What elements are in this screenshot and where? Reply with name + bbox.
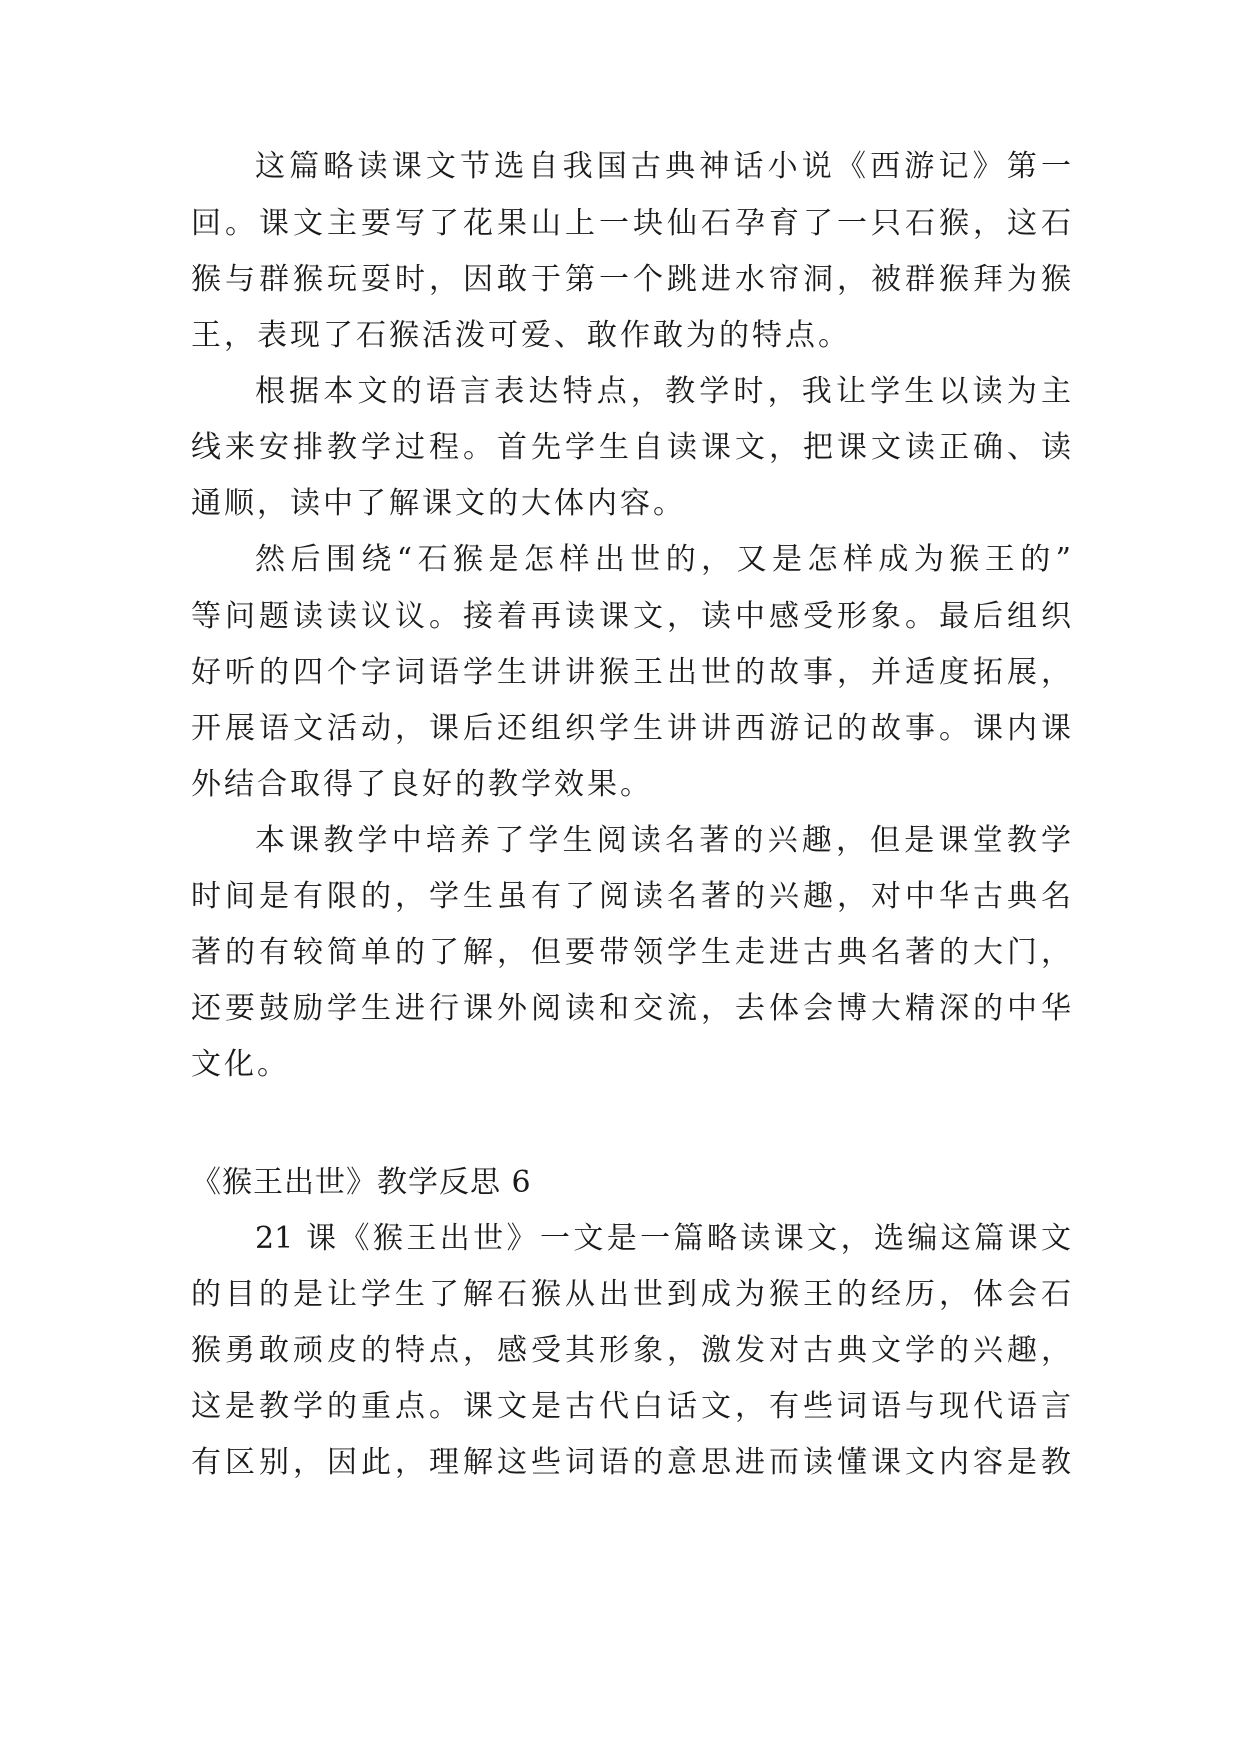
section-paragraph-line-1: 21 课《猴王出世》一文是一篇略读课文，选编这篇课文 <box>255 1221 1071 1256</box>
paragraph-2-line-3: 通顺，读中了解课文的大体内容。 <box>191 486 686 521</box>
paragraph-4-line-4: 还要鼓励学生进行课外阅读和交流，去体会博大精深的中华 <box>191 991 1071 1026</box>
paragraph-3-line-2: 等问题读读议议。接着再读课文，读中感受形象。最后组织 <box>191 599 1071 634</box>
paragraph-3-line-4: 开展语文活动，课后还组织学生讲讲西游记的故事。课内课 <box>191 711 1071 746</box>
paragraph-4-line-3: 著的有较简单的了解，但要带领学生走进古典名著的大门， <box>191 935 1071 970</box>
section-heading: 《猴王出世》教学反思 6 <box>191 1165 532 1200</box>
paragraph-3-line-3: 好听的四个字词语学生讲讲猴王出世的故事，并适度拓展， <box>191 655 1071 690</box>
paragraph-3-line-1: 然后围绕“石猴是怎样出世的，又是怎样成为猴王的” <box>255 542 1071 577</box>
paragraph-1-line-1: 这篇略读课文节选自我国古典神话小说《西游记》第一 <box>255 149 1071 184</box>
section-paragraph-line-2: 的目的是让学生了解石猴从出世到成为猴王的经历，体会石 <box>191 1277 1071 1312</box>
paragraph-4-line-2: 时间是有限的，学生虽有了阅读名著的兴趣，对中华古典名 <box>191 879 1071 914</box>
paragraph-1-line-3: 猴与群猴玩耍时，因敢于第一个跳进水帘洞，被群猴拜为猴 <box>191 262 1071 297</box>
paragraph-2-line-1: 根据本文的语言表达特点，教学时，我让学生以读为主 <box>255 374 1071 409</box>
paragraph-3-line-5: 外结合取得了良好的教学效果。 <box>191 767 653 802</box>
paragraph-4-line-1: 本课教学中培养了学生阅读名著的兴趣，但是课堂教学 <box>255 823 1071 858</box>
section-paragraph-line-5: 有区别，因此，理解这些词语的意思进而读懂课文内容是教 <box>191 1445 1071 1480</box>
paragraph-2-line-2: 线来安排教学过程。首先学生自读课文，把课文读正确、读 <box>191 430 1071 465</box>
paragraph-1-line-2: 回。课文主要写了花果山上一块仙石孕育了一只石猴，这石 <box>191 206 1071 241</box>
section-paragraph-line-3: 猴勇敢顽皮的特点，感受其形象，激发对古典文学的兴趣， <box>191 1333 1071 1368</box>
paragraph-1-line-4: 王，表现了石猴活泼可爱、敢作敢为的特点。 <box>191 318 851 353</box>
paragraph-4-line-5: 文化。 <box>191 1047 290 1082</box>
section-paragraph-line-4: 这是教学的重点。课文是古代白话文，有些词语与现代语言 <box>191 1389 1071 1424</box>
